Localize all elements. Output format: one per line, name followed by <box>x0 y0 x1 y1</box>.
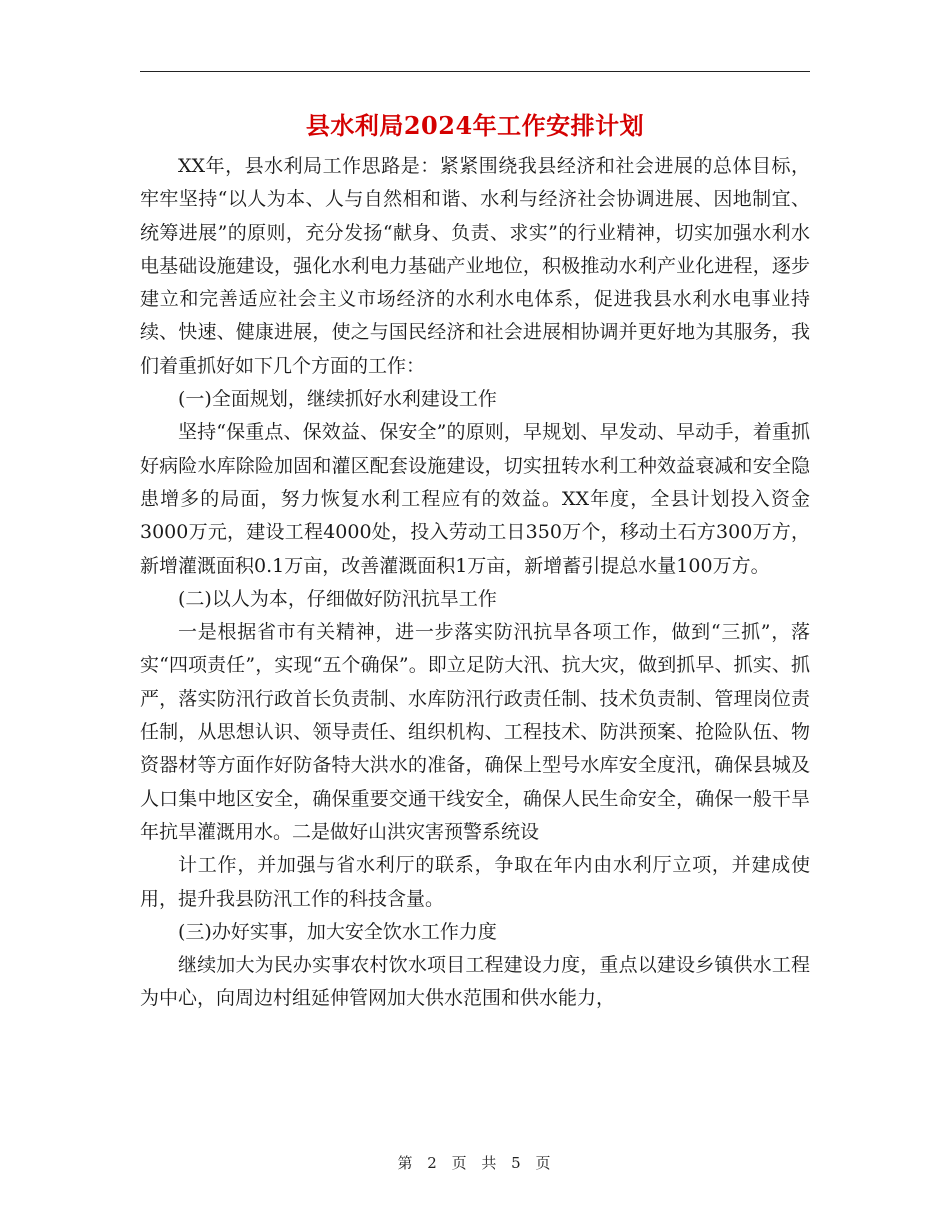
document-title: 县水利局2024年工作安排计划 <box>305 111 645 140</box>
paragraph-section-1: 坚持“保重点、保效益、保安全”的原则，早规划、早发动、早动手，着重抓好病险水库除险加固和灌区配套设施建设，切实扭转水利工种效益衰减和安全隐患增多的局面，努力恢复水利工程应有的效益。XX年度，全县计划投入资金3000万元，建设工程4000处，投入劳动工日350万个，移动土石方300万方，新增灌溉面积0.1万亩，改善灌溉面积1万亩，新增蓄引提总水量100万方。 <box>140 421 810 577</box>
document-body <box>140 150 810 1016</box>
paragraph-intro: XX年，县水利局工作思路是：紧紧围绕我县经济和社会进展的总体目标，牢牢坚持“以人为本、人与自然相和谐、水利与经济社会协调进展、因地制宜、统筹进展”的原则，充分发扬“献身、负责、求实”的行业精神，切实加强水利水电基础设施建设，强化水利电力基础产业地位，积极推动水利产业化进程，逐步建立和完善适应社会主义市场经济的水利水电体系，促进我县水利水电事业持续、快速、健康进展，使之与国民经济和社会进展相协调并更好地为其服务，我们着重抓好如下几个方面的工作： <box>140 155 810 377</box>
section-heading-3: (三)办好实事，加大安全饮水工作力度 <box>178 920 497 943</box>
section-heading-2: (二)以人为本，仔细做好防汛抗旱工作 <box>178 587 497 610</box>
paragraph-section-2b: 计工作，并加强与省水利厅的联系，争取在年内由水利厅立项，并建成使用，提升我县防汛工作的科技含量。 <box>140 854 810 910</box>
header-rule <box>140 71 810 72</box>
paragraph-section-2a: 一是根据省市有关精神，进一步落实防汛抗旱各项工作，做到“三抓”，落实“四项责任”，实现“五个确保”。即立足防大汛、抗大灾，做到抓早、抓实、抓严，落实防汛行政首长负责制、水库防汛行政责任制、技术负责制、管理岗位责任制，从思想认识、领导责任、组织机构、工程技术、防洪预案、抢险队伍、物资器材等方面作好防备特大洪水的准备，确保上型号水库安全度汛，确保县城及人口集中地区安全，确保重要交通干线安全，确保人民生命安全，确保一般干旱年抗旱灌溉用水。二是做好山洪灾害预警系统设 <box>140 621 810 843</box>
section-heading-1: (一)全面规划，继续抓好水利建设工作 <box>178 388 497 411</box>
paragraph-section-3: 继续加大为民办实事农村饮水项目工程建设力度，重点以建设乡镇供水工程为中心，向周边村组延伸管网加大供水范围和供水能力， <box>140 954 810 1010</box>
page-number: 第 2 页 共 5 页 <box>397 1154 553 1172</box>
